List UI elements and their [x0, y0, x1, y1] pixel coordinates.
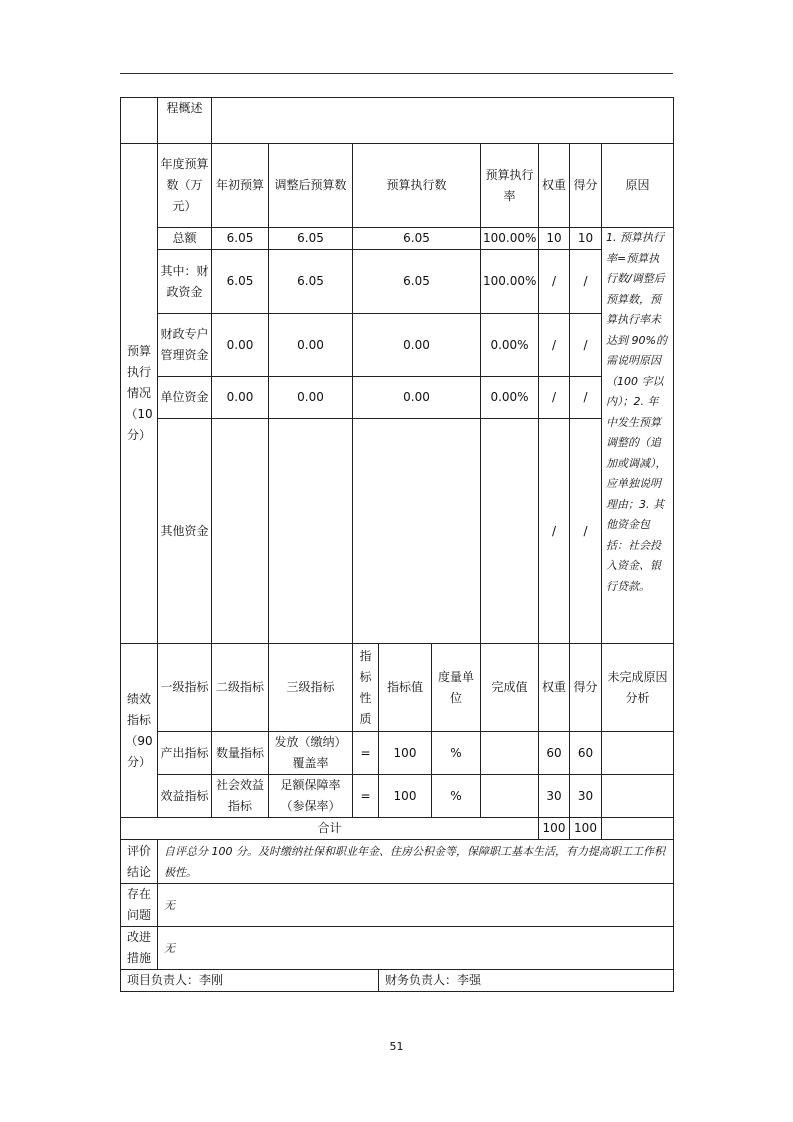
problems-text: 无	[158, 884, 674, 927]
budget-rate: 0.00%	[481, 314, 539, 377]
perf-header: 权重	[539, 644, 570, 732]
perf-header: 得分	[570, 644, 602, 732]
perf-header: 完成值	[481, 644, 539, 732]
perf-l2: 数量指标	[212, 732, 269, 775]
improvements-label: 改进措施	[121, 927, 158, 970]
perf-l3: 足额保障率（参保率）	[269, 775, 353, 818]
budget-initial	[212, 419, 269, 644]
perf-reason	[602, 775, 674, 818]
overview-content	[212, 98, 674, 144]
budget-weight: /	[539, 314, 570, 377]
perf-done	[481, 732, 539, 775]
overview-label: 程概述	[158, 98, 212, 144]
budget-rate: 0.00%	[481, 377, 539, 419]
budget-weight: /	[539, 419, 570, 644]
perf-weight: 60	[539, 732, 570, 775]
budget-header: 调整后预算数	[269, 144, 353, 228]
problems-label: 存在问题	[121, 884, 158, 927]
perf-reason	[602, 732, 674, 775]
budget-score: 10	[570, 228, 602, 250]
budget-executed: 0.00	[353, 314, 481, 377]
budget-rate: 100.00%	[481, 250, 539, 314]
perf-value: 100	[379, 732, 432, 775]
budget-header: 权重	[539, 144, 570, 228]
budget-score: /	[570, 314, 602, 377]
total-weight: 100	[539, 818, 570, 840]
budget-header: 原因	[602, 144, 674, 228]
header-rule	[120, 73, 673, 74]
budget-executed: 6.05	[353, 250, 481, 314]
budget-executed	[353, 419, 481, 644]
budget-row-label: 单位资金	[158, 377, 212, 419]
finance-lead: 财务负责人：李强	[379, 970, 674, 992]
total-label: 合计	[121, 818, 539, 840]
perf-header: 指标值	[379, 644, 432, 732]
budget-header: 预算执行数	[353, 144, 481, 228]
budget-section-label: 预算执行情况（10分）	[121, 144, 158, 644]
perf-header: 一级指标	[158, 644, 212, 732]
budget-weight: /	[539, 250, 570, 314]
budget-row-label: 其他资金	[158, 419, 212, 644]
improvements-text: 无	[158, 927, 674, 970]
perf-done	[481, 775, 539, 818]
performance-section-label: 绩效指标（90分）	[121, 644, 158, 818]
perf-value: 100	[379, 775, 432, 818]
budget-initial: 0.00	[212, 314, 269, 377]
budget-reason-text: 1. 预算执行率=预算执行数/调整后预算数，预算执行率未达到 90%的需说明原因（100 字以内）；2. 年中发生预算调整的（追加或调减），应单独说明理由；3. 其他资金包括：社会投入资金、银行贷款。	[602, 228, 674, 644]
budget-initial: 6.05	[212, 250, 269, 314]
budget-header: 年度预算数（万元）	[158, 144, 212, 228]
budget-adjusted: 6.05	[269, 228, 353, 250]
blank-cell	[121, 98, 158, 144]
perf-unit: %	[432, 775, 481, 818]
total-score: 100	[570, 818, 602, 840]
conclusion-label: 评价结论	[121, 840, 158, 884]
budget-initial: 0.00	[212, 377, 269, 419]
budget-adjusted: 6.05	[269, 250, 353, 314]
perf-l3: 发放（缴纳）覆盖率	[269, 732, 353, 775]
budget-row-label: 其中：财政资金	[158, 250, 212, 314]
perf-header: 三级指标	[269, 644, 353, 732]
perf-unit: %	[432, 732, 481, 775]
budget-rate	[481, 419, 539, 644]
perf-l2: 社会效益指标	[212, 775, 269, 818]
budget-executed: 0.00	[353, 377, 481, 419]
budget-header: 年初预算	[212, 144, 269, 228]
total-reason	[602, 818, 674, 840]
perf-score: 60	[570, 732, 602, 775]
budget-row-label: 财政专户管理资金	[158, 314, 212, 377]
budget-score: /	[570, 250, 602, 314]
perf-header: 指标性质	[353, 644, 379, 732]
perf-l1: 产出指标	[158, 732, 212, 775]
budget-weight: /	[539, 377, 570, 419]
budget-weight: 10	[539, 228, 570, 250]
perf-header: 度量单位	[432, 644, 481, 732]
budget-rate: 100.00%	[481, 228, 539, 250]
perf-header: 未完成原因分析	[602, 644, 674, 732]
project-lead: 项目负责人：李刚	[121, 970, 379, 992]
budget-header: 预算执行率	[481, 144, 539, 228]
budget-adjusted: 0.00	[269, 314, 353, 377]
conclusion-text: 自评总分 100 分。及时缴纳社保和职业年金、住房公积金等，保障职工基本生活，有力提高职工工作积极性。	[158, 840, 674, 884]
budget-row-label: 总额	[158, 228, 212, 250]
budget-adjusted: 0.00	[269, 377, 353, 419]
budget-score: /	[570, 419, 602, 644]
perf-nature: =	[353, 732, 379, 775]
budget-header: 得分	[570, 144, 602, 228]
performance-table	[120, 97, 674, 992]
budget-executed: 6.05	[353, 228, 481, 250]
budget-score: /	[570, 377, 602, 419]
perf-score: 30	[570, 775, 602, 818]
budget-initial: 6.05	[212, 228, 269, 250]
page-number: 51	[389, 1040, 404, 1053]
perf-header: 二级指标	[212, 644, 269, 732]
perf-l1: 效益指标	[158, 775, 212, 818]
budget-adjusted	[269, 419, 353, 644]
perf-weight: 30	[539, 775, 570, 818]
perf-nature: =	[353, 775, 379, 818]
